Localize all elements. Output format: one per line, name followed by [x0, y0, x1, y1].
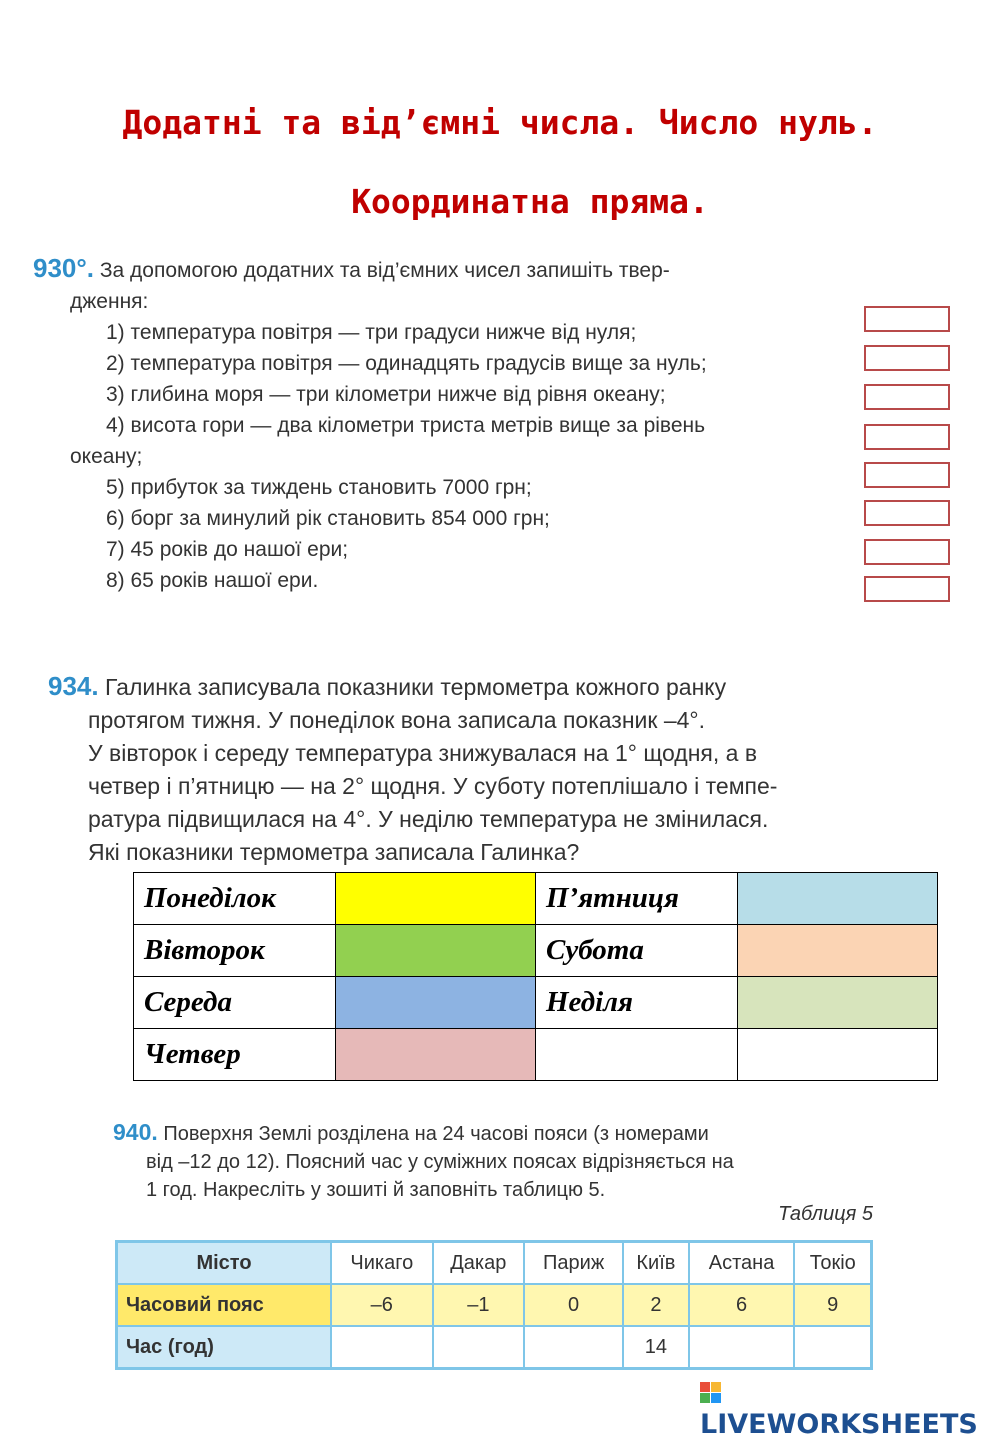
list-item: 5) прибуток за тиждень становить 7000 грн;	[106, 476, 532, 499]
table-header: Чикаго	[331, 1242, 433, 1285]
exercise-930	[33, 253, 863, 596]
exercise-940	[113, 1118, 883, 1204]
exercise-930-intro	[33, 253, 863, 286]
exercise-text: У вівторок і середу температура знижувалася на 1° щодня, а в	[88, 740, 758, 766]
day-label-wednesday: Середа	[134, 977, 336, 1029]
table-cell	[331, 1326, 433, 1369]
answer-cell-saturday[interactable]	[737, 925, 937, 977]
exercise-940-line	[113, 1118, 883, 1148]
page-title: Додатні та від’ємні числа. Число нуль.	[122, 103, 878, 142]
day-label-friday: П’ятниця	[535, 873, 737, 925]
table-row	[134, 1029, 938, 1081]
list-item: 2) температура повітря — одинадцять градусів вище за нуль;	[106, 352, 707, 375]
day-label-sunday: Неділя	[535, 977, 737, 1029]
exercise-number: 940.	[113, 1119, 158, 1145]
table-cell: 0	[524, 1284, 623, 1326]
day-label-monday: Понеділок	[134, 873, 336, 925]
exercise-text: За допомогою додатних та від’ємних чисел запишіть твер-	[99, 259, 670, 282]
table-row	[117, 1326, 872, 1369]
exercise-934	[48, 670, 948, 869]
exercise-934-line	[48, 670, 948, 704]
table-cell: –6	[331, 1284, 433, 1326]
exercise-text: від –12 до 12). Поясний час у суміжних поясах відрізняється на	[146, 1151, 734, 1173]
table-row	[134, 925, 938, 977]
table-cell: 14	[623, 1326, 688, 1369]
answer-input-8[interactable]	[864, 576, 950, 602]
day-label-tuesday: Вівторок	[134, 925, 336, 977]
answer-cell-monday[interactable]	[335, 873, 535, 925]
table-row-label: Час (год)	[117, 1326, 332, 1369]
list-item: океану;	[70, 445, 143, 468]
liveworksheets-logo	[700, 1378, 1000, 1440]
table-row	[134, 873, 938, 925]
table-header: Токіо	[794, 1242, 871, 1285]
weekday-table	[133, 872, 938, 1081]
exercise-text: 1 год. Накресліть у зошиті й заповніть таблицю 5.	[146, 1179, 606, 1201]
table-cell	[433, 1326, 524, 1369]
table-header: Париж	[524, 1242, 623, 1285]
table-caption: Таблиця 5	[778, 1203, 873, 1225]
answer-input-2[interactable]	[864, 345, 950, 371]
liveworksheets-logo-text: LIVEWORKSHEETS	[700, 1409, 978, 1440]
answer-input-7[interactable]	[864, 539, 950, 565]
list-item: 8) 65 років нашої ери.	[106, 569, 319, 592]
table-row	[117, 1242, 872, 1285]
empty-cell	[535, 1029, 737, 1081]
exercise-text: ратура підвищилася на 4°. У неділю температура не змінилася.	[88, 806, 769, 832]
answer-cell-thursday[interactable]	[335, 1029, 535, 1081]
day-label-thursday: Четвер	[134, 1029, 336, 1081]
day-label-saturday: Субота	[535, 925, 737, 977]
exercise-number: 934.	[48, 671, 99, 701]
answer-input-6[interactable]	[864, 500, 950, 526]
exercise-number: 930°.	[33, 253, 95, 283]
table-cell	[524, 1326, 623, 1369]
answer-cell-sunday[interactable]	[737, 977, 937, 1029]
exercise-text: протягом тижня. У понеділок вона записала показник –4°.	[88, 707, 706, 733]
answer-input-4[interactable]	[864, 424, 950, 450]
exercise-text: Які показники термометра записала Галинка?	[88, 839, 580, 865]
table-cell: 6	[689, 1284, 795, 1326]
exercise-text: Галинка записувала показники термометра кожного ранку	[105, 674, 727, 700]
list-item: 6) борг за минулий рік становить 854 000 грн;	[106, 507, 550, 530]
table-header: Астана	[689, 1242, 795, 1285]
list-item: 3) глибина моря — три кілометри нижче від рівня океану;	[106, 383, 666, 406]
list-item: 4) висота гори — два кілометри триста метрів вище за рівень	[106, 414, 706, 437]
table-row-label: Часовий пояс	[117, 1284, 332, 1326]
table-cell: 9	[794, 1284, 871, 1326]
empty-cell	[737, 1029, 937, 1081]
page-subtitle: Координатна пряма.	[351, 182, 709, 221]
table-row	[117, 1284, 872, 1326]
table-header: Дакар	[433, 1242, 524, 1285]
answer-input-5[interactable]	[864, 462, 950, 488]
liveworksheets-logo-icon	[700, 1382, 722, 1404]
exercise-text: дження:	[70, 290, 149, 313]
list-item: 7) 45 років до нашої ери;	[106, 538, 349, 561]
exercise-text: Поверхня Землі розділена на 24 часові пояси (з номерами	[163, 1123, 709, 1145]
table-header: Київ	[623, 1242, 688, 1285]
answer-input-1[interactable]	[864, 306, 950, 332]
table-row	[134, 977, 938, 1029]
table-cell: –1	[433, 1284, 524, 1326]
table-cell	[689, 1326, 795, 1369]
table-cell	[794, 1326, 871, 1369]
table-header: Місто	[117, 1242, 332, 1285]
answer-input-3[interactable]	[864, 384, 950, 410]
list-item: 1) температура повітря — три градуси нижче від нуля;	[106, 321, 637, 344]
timezone-table	[115, 1240, 873, 1370]
answer-cell-wednesday[interactable]	[335, 977, 535, 1029]
answer-cell-tuesday[interactable]	[335, 925, 535, 977]
answer-cell-friday[interactable]	[737, 873, 937, 925]
exercise-text: четвер і п’ятницю — на 2° щодня. У суботу потеплішало і темпе-	[88, 773, 778, 799]
table-cell: 2	[623, 1284, 688, 1326]
